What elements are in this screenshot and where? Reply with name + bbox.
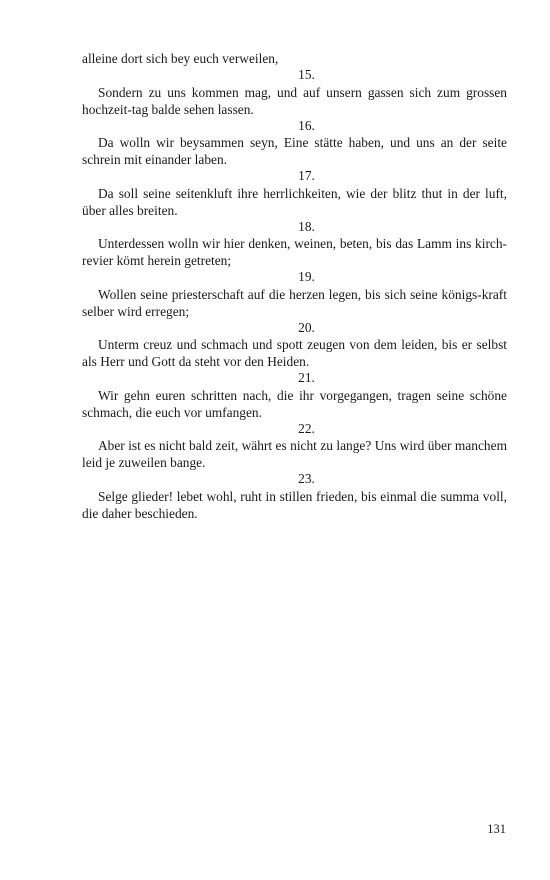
stanza-22	[82, 421, 507, 472]
stanza-number: 20.	[298, 319, 315, 335]
stanza-number: 15.	[298, 67, 315, 82]
stanza-text: Wollen seine priesterschaft auf die herzen legen, bis sich seine königs-kraft selber wird erregen;	[82, 286, 507, 319]
stanza-20	[82, 320, 507, 371]
stanza-text: Sondern zu uns kommen mag, und auf unsern gassen sich zum grossen hochzeit-tag balde sehen lassen.	[82, 84, 507, 117]
stanza-text: Selge glieder! lebet wohl, ruht in stillen frieden, bis einmal die summa voll, die daher beschieden.	[82, 488, 507, 521]
stanza-number: 21.	[298, 370, 315, 385]
stanza-text: Unterdessen wolln wir hier denken, weinen, beten, bis das Lamm ins kirch-revier kömt herein getreten;	[82, 236, 507, 268]
stanza-16	[82, 118, 507, 169]
continuation-line: alleine dort sich bey euch verweilen,	[82, 51, 279, 66]
stanza-text: Da soll seine seitenkluft ihre herrlichkeiten, wie der blitz thut in der luft, über alles breiten.	[82, 185, 507, 218]
stanza-18	[82, 219, 507, 270]
stanza-text: Unterm creuz und schmach und spott zeugen von dem leiden, bis er selbst als Herr und Gott da steht vor den Heiden.	[82, 337, 507, 369]
page-number: 131	[487, 822, 506, 836]
stanza-19	[82, 269, 507, 320]
stanza-number: 17.	[298, 168, 315, 183]
stanza-23	[82, 471, 507, 522]
stanza-number: 16.	[298, 117, 315, 133]
stanza-text: Da wolln wir beysammen seyn, Eine stätte haben, und uns an der seite schrein mit einander laben.	[82, 135, 507, 167]
stanza-21	[82, 370, 507, 421]
stanza-text: Wir gehn euren schritten nach, die ihr vorgegangen, tragen seine schöne schmach, die euch vor umfangen.	[82, 387, 507, 420]
hymn-text	[82, 50, 507, 522]
stanza-17	[82, 168, 507, 219]
stanza-number: 23.	[298, 471, 315, 486]
stanza-number: 18.	[298, 218, 315, 234]
stanza-number: 19.	[298, 269, 315, 284]
stanza-text: Aber ist es nicht bald zeit, währt es nicht zu lange? Uns wird über manchem leid je zuweilen bange.	[82, 438, 507, 470]
stanza-15	[82, 67, 507, 118]
stanza-number: 22.	[298, 420, 315, 436]
